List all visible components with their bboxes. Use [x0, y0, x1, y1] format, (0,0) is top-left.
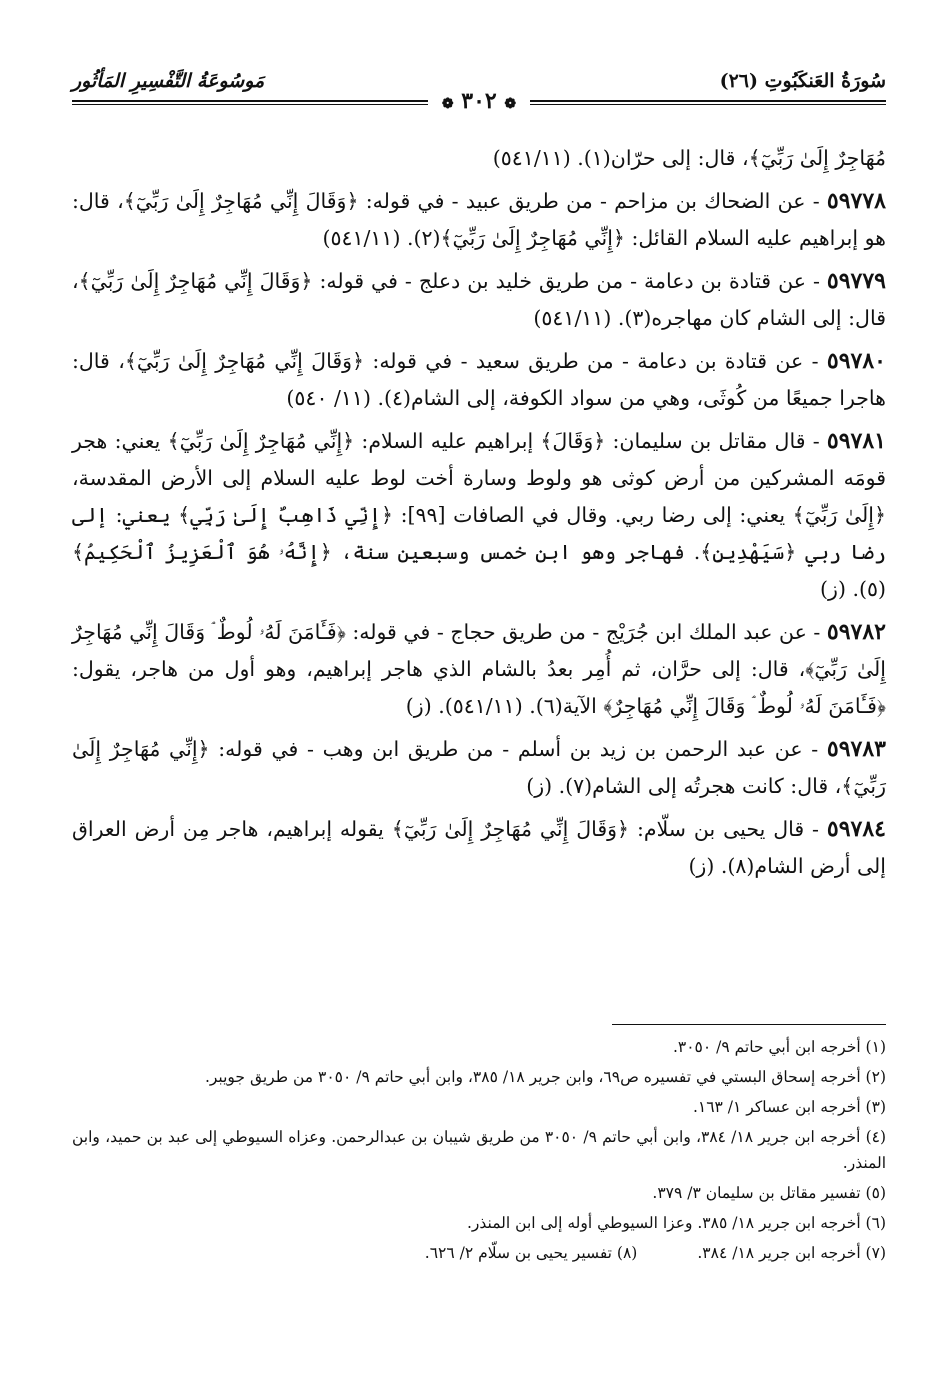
entry	[72, 423, 886, 608]
entry-text: - عن قتادة بن دعامة - من طريق خليد بن دعلج - في قوله: ﴿وَقَالَ إِنِّي مُهَاجِرٌ إِلَىٰ رَبِّيٓ﴾، قال: إلى الشام كان مهاجره(٣). (٥٤١/١١)	[72, 269, 886, 330]
entry	[72, 614, 886, 725]
footnote: (٧) أخرجه ابن جرير ١٨/ ٣٨٤.	[697, 1244, 886, 1262]
entry	[72, 263, 886, 337]
footnote: (٤) أخرجه ابن جرير ١٨/ ٣٨٤، وابن أبي حاتم ٩/ ٣٠٥٠ من طريق شيبان بن عبدالرحمن. وعزاه السيوطي إلى عبد بن حميد، وابن المنذر.	[72, 1128, 887, 1172]
entry-number: ٥٩٧٨٢	[826, 619, 886, 645]
footnote-row	[72, 1240, 886, 1266]
footnote: (٥) تفسير مقاتل بن سليمان ٣/ ٣٧٩.	[652, 1184, 886, 1202]
book-title: مَوسُوعَةُ التَّفْسِيرِ المَأثُور	[72, 70, 265, 92]
entry-continuation	[72, 140, 886, 177]
footnote: (١) أخرجه ابن أبي حاتم ٩/ ٣٠٥٠.	[672, 1038, 886, 1056]
footnote: (٣) أخرجه ابن عساكر ١/ ١٦٣.	[692, 1098, 886, 1116]
entry-text: - عن قتادة بن دعامة - من طريق سعيد - في قوله: ﴿وَقَالَ إِنِّي مُهَاجِرٌ إِلَىٰ رَبِّيٓ﴾، قال: هاجرا جميعًا من كُوثَى، وهي من سواد الكوفة، إلى الشام(٤). (١١/ ٥٤٠)	[72, 349, 886, 410]
ornament-left-icon: ❁	[441, 96, 454, 112]
main-text	[72, 140, 886, 891]
entry-text: - عن عبد الملك ابن جُرَيْج - من طريق حجاج - في قوله: ﴿فَـَٔامَنَ لَهُۥ لُوطٌ ۘ وَقَالَ إِنِّي مُهَاجِرٌ إِلَىٰ رَبِّيٓ﴾، قال: إلى حرَّان، ثم أُمِر بعدُ بالشام الذي هاجر إبراهيم، وهو أول من هاجر، يقول: ﴿فَـَٔامَنَ لَهُۥ لُوطٌ ۘ وَقَالَ إِنِّي مُهَاجِرٌ﴾ الآية(٦). (٥٤١/١١). (ز)	[72, 620, 886, 718]
page-header	[72, 62, 886, 114]
entry-number: ٥٩٧٨٤	[826, 816, 886, 842]
entry-number: ٥٩٧٨٠	[826, 348, 886, 374]
surah-title: سُورَةُ العَنكَبُوتِ (٢٦)	[719, 70, 886, 92]
page-number-block	[72, 88, 886, 114]
entry	[72, 183, 886, 257]
entry	[72, 731, 886, 805]
entry-number: ٥٩٧٨١	[826, 428, 886, 454]
entry-number: ٥٩٧٧٩	[826, 268, 886, 294]
ornament-right-icon: ❁	[504, 96, 517, 112]
footnotes	[72, 1034, 886, 1266]
entry-number: ٥٩٧٧٨	[826, 188, 886, 214]
entry	[72, 343, 886, 417]
footnote: (٦) أخرجه ابن جرير ١٨/ ٣٨٥. وعزا السيوطي أوله إلى ابن المنذر.	[467, 1214, 886, 1232]
entry-text: - عن عبد الرحمن بن زيد بن أسلم - من طريق ابن وهب - في قوله: ﴿إِنِّي مُهَاجِرٌ إِلَىٰ رَبِّيٓ﴾، قال: كانت هجرتُه إلى الشام(٧). (ز)	[72, 737, 886, 798]
entry-text: مُهَاجِرٌ إِلَىٰ رَبِّيٓ﴾، قال: إلى حرّان(١). (٥٤١/١١)	[492, 146, 886, 170]
footnote-separator	[612, 1024, 886, 1025]
entry	[72, 811, 886, 885]
entry-number: ٥٩٧٨٣	[826, 736, 886, 762]
footnote: (٨) تفسير يحيى بن سلّام ٢/ ٦٢٦.	[424, 1244, 638, 1262]
page-number: ٣٠٢	[461, 88, 497, 114]
entry-text: - قال يحيى بن سلّام: ﴿وَقَالَ إِنِّي مُهَاجِرٌ إِلَىٰ رَبِّيٓ﴾ يقوله إبراهيم، هاجر مِن أرض العراق إلى أرض الشام(٨). (ز)	[72, 817, 886, 878]
entry-text: - قال مقاتل بن سليمان: ﴿وَقَالَ﴾ إبراهيم عليه السلام: ﴿إِنِّي مُهَاجِرٌ إِلَىٰ رَبِّيٓ﴾ يعني: هجر قومَه المشركين من أرض كوثى هو ولوط وسارة أخت لوط عليه السلام إلى الأرض المقدسة، ﴿إِلَىٰ رَبِّيٓ﴾ يعني: إلى رضا ربي. وقال في الصافات [٩٩]: ﴿إِنِّي ذَاهِبٌ إِلَىٰ رَبِّي﴾ يعني: إلى رضا ربي ﴿سَيَهْدِينِ﴾. فهاجر وهو ابن خمس وسبعين سنة، ﴿إِنَّهُۥ هُوَ ٱلْعَزِيزُ ٱلْحَكِيمُ﴾(٥). (ز)	[72, 429, 886, 601]
footnote: (٢) أخرجه إسحاق البستي في تفسيره ص٦٩، وابن جرير ١٨/ ٣٨٥، وابن أبي حاتم ٩/ ٣٠٥٠ من طريق جويبر.	[204, 1068, 886, 1086]
entry-text: - عن الضحاك بن مزاحم - من طريق عبيد - في قوله: ﴿وَقَالَ إِنِّي مُهَاجِرٌ إِلَىٰ رَبِّيٓ﴾، قال: هو إبراهيم عليه السلام القائل: ﴿إِنِّي مُهَاجِرٌ إِلَىٰ رَبِّيٓ﴾(٢). (٥٤١/١١)	[72, 189, 886, 250]
